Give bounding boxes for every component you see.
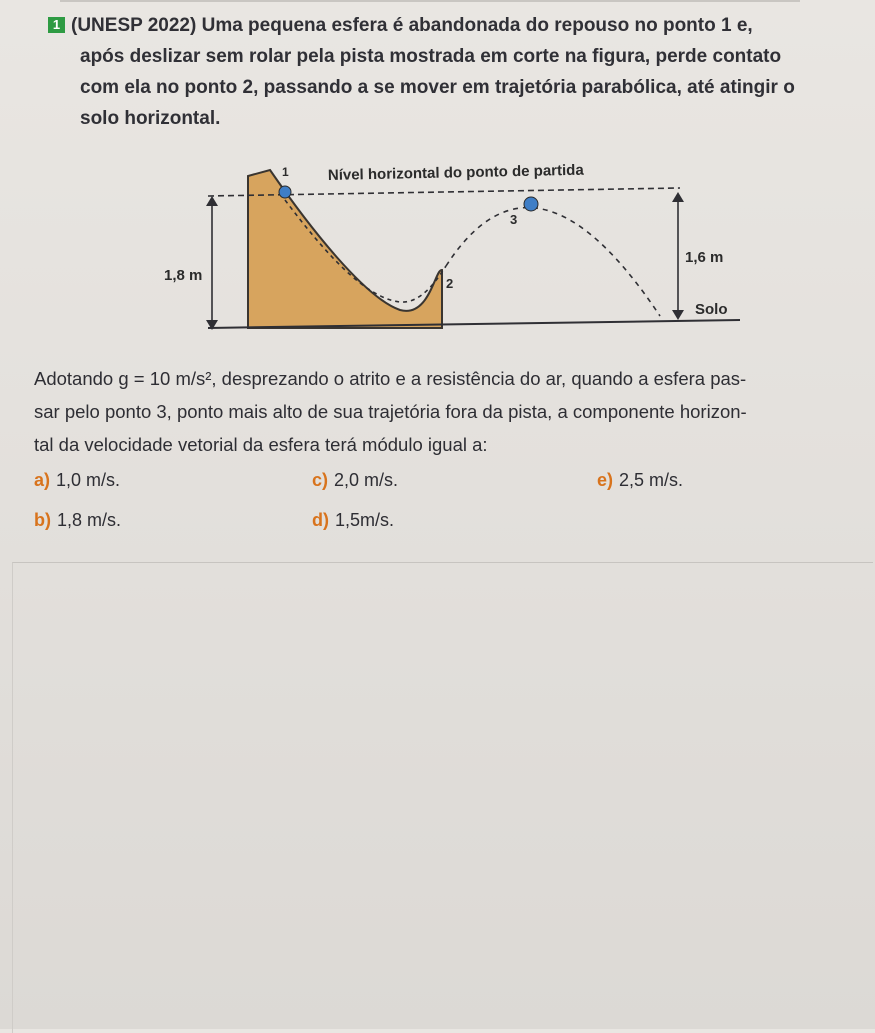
statement-line-1: (UNESP 2022) Uma pequena esfera é abandonada do repouso no ponto 1 e, xyxy=(71,15,753,36)
option-text: 2,0 m/s. xyxy=(334,470,399,490)
left-arrow-up-head xyxy=(206,196,218,206)
starting-level-label: Nível horizontal do ponto de partida xyxy=(327,161,584,184)
option-c[interactable] xyxy=(312,470,398,491)
statement-line-4: solo horizontal. xyxy=(80,108,221,129)
option-e[interactable] xyxy=(597,470,683,491)
right-height-label: 1,6 m xyxy=(685,249,724,266)
option-letter: d) xyxy=(312,510,329,530)
point-3-label: 3 xyxy=(510,212,518,227)
ramp-track xyxy=(248,170,442,328)
point-2-label: 2 xyxy=(446,276,454,291)
option-letter: b) xyxy=(34,510,51,530)
option-b[interactable] xyxy=(34,510,121,531)
option-text: 1,5m/s. xyxy=(335,510,395,530)
statement-line-2: após deslizar sem rolar pela pista mostrada em corte na figura, perde contato xyxy=(80,46,782,67)
option-text: 1,0 m/s. xyxy=(56,470,121,490)
option-a[interactable] xyxy=(34,470,120,491)
option-d[interactable] xyxy=(312,510,394,531)
ball-at-point-3 xyxy=(524,197,538,211)
prompt-line-3: tal da velocidade vetorial da esfera terá módulo igual a: xyxy=(34,434,488,455)
option-letter: e) xyxy=(597,470,614,490)
statement-line-3: com ela no ponto 2, passando a se mover em trajetória parabólica, até atingir o xyxy=(80,77,795,98)
right-arrow-down-head xyxy=(672,310,684,320)
question-number-badge: 1 xyxy=(48,17,65,33)
right-arrow-up-head xyxy=(672,192,684,202)
question-prompt xyxy=(34,362,849,461)
ground-label: Solo xyxy=(695,301,728,318)
parabolic-trajectory xyxy=(446,208,660,316)
top-divider xyxy=(60,0,800,2)
option-letter: c) xyxy=(312,470,329,490)
question-statement xyxy=(48,10,838,134)
left-height-label: 1,8 m xyxy=(164,267,203,284)
option-text: 1,8 m/s. xyxy=(57,510,122,530)
answer-writing-area xyxy=(12,562,873,1033)
prompt-line-2: sar pelo ponto 3, ponto mais alto de sua trajetória fora da pista, a componente horizon- xyxy=(34,401,747,422)
option-text: 2,5 m/s. xyxy=(619,470,684,490)
option-letter: a) xyxy=(34,470,51,490)
ramp-diagram xyxy=(150,148,760,348)
ball-at-point-1 xyxy=(279,186,291,198)
prompt-line-1: Adotando g = 10 m/s², desprezando o atrito e a resistência do ar, quando a esfera pas- xyxy=(34,368,747,389)
point-1-label: 1 xyxy=(282,165,289,179)
